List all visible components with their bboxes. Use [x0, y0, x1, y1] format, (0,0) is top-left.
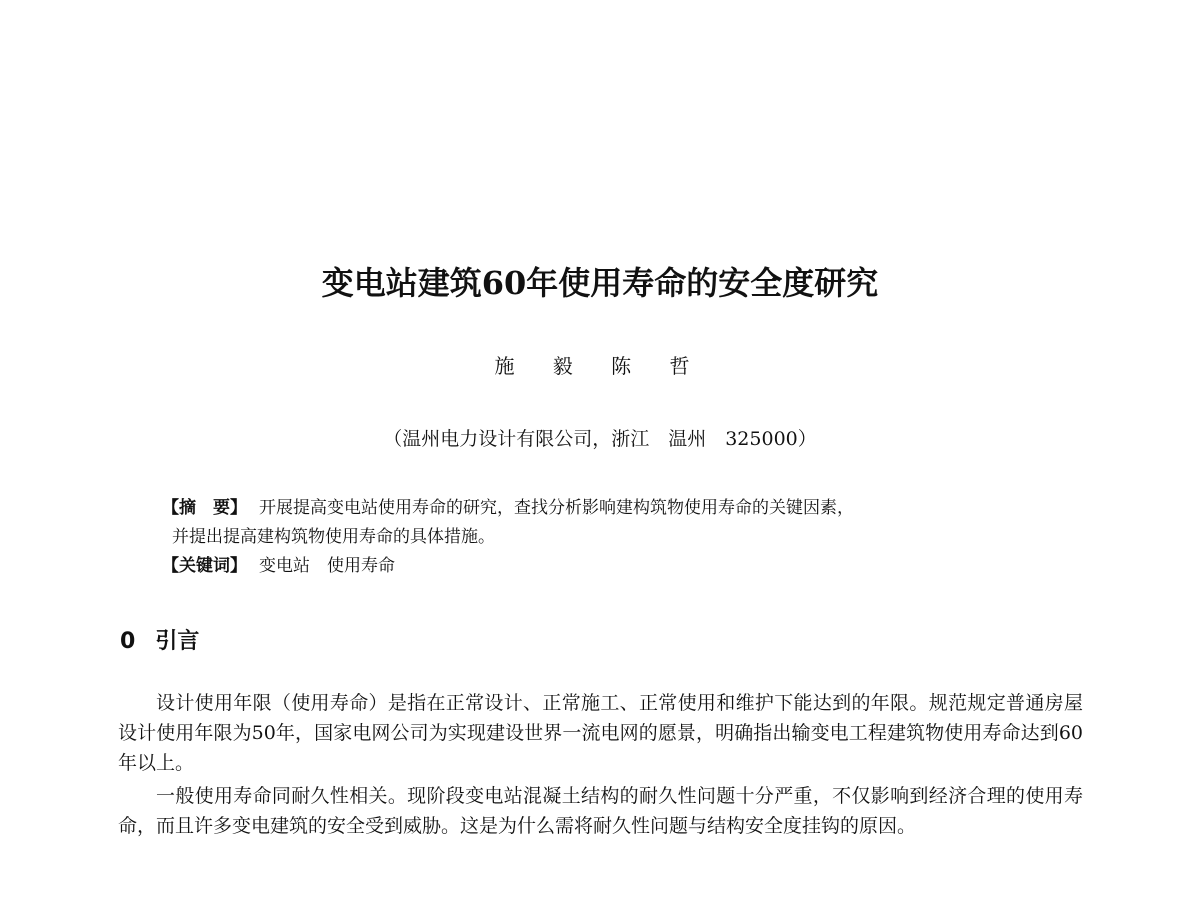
abstract-text-line-1: 开展提高变电站使用寿命的研究，查找分析影响建构筑物使用寿命的关键因素，: [259, 498, 854, 518]
keywords-row: [162, 552, 1062, 581]
abstract-label: 【摘 要】: [162, 498, 247, 518]
abstract-block: [162, 494, 1062, 581]
section-heading-introduction: [120, 624, 199, 655]
abstract-row: [162, 494, 1062, 523]
keywords-label: 【关键词】: [162, 556, 247, 576]
paper-title: 变电站建筑60年使用寿命的安全度研究: [321, 264, 879, 302]
body-paragraph-1: 设计使用年限（使用寿命）是指在正常设计、正常施工、正常使用和维护下能达到的年限。规范规定普通房屋设计使用年限为50年，国家电网公司为实现建设世界一流电网的愿景，明确指出输变电工程建筑物使用寿命达到60年以上。: [118, 692, 1083, 774]
keywords: 变电站 使用寿命: [259, 556, 395, 576]
body-paragraph-2: 一般使用寿命同耐久性相关。现阶段变电站混凝土结构的耐久性问题十分严重，不仅影响到经济合理的使用寿命，而且许多变电建筑的安全受到威胁。这是为什么需将耐久性问题与结构安全度挂钩的原因。: [118, 785, 1083, 837]
abstract-text-line-2: 并提出提高建构筑物使用寿命的具体措施。: [172, 527, 495, 547]
body-text: [118, 688, 1083, 844]
authors: 施 毅 陈 哲: [494, 354, 706, 378]
affiliation: （温州电力设计有限公司，浙江 温州 325000）: [383, 428, 817, 450]
section-title: 引言: [155, 629, 200, 654]
section-number: 0: [120, 629, 136, 654]
